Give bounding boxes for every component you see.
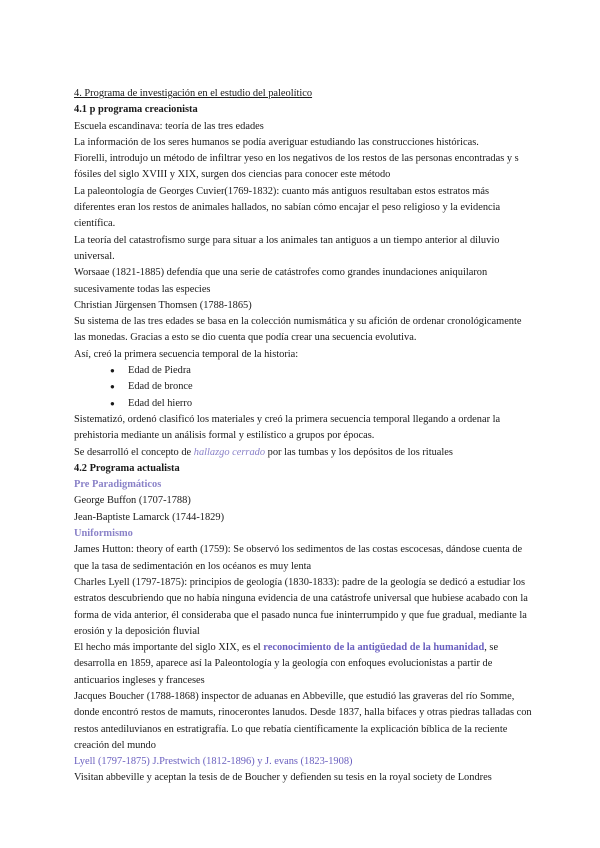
paragraph: Fiorelli, introdujo un método de infiltrar yeso en los negativos de los restos de las personas encontradas y s fósiles del siglo XVIII y XIX, surgen dos ciencias para conocer este método <box>74 153 519 181</box>
paragraph: Jacques Boucher (1788-1868) inspector de aduanas en Abbeville, que estudió las graveras del río Somme, donde encontró restos de mamuts, rinocerontes lanudos. Desde 1837, halla bifaces y otras piedras talladas con restos antediluvianos en estratigrafía. Lo que rebatía científicamente la explicación bíblica de la reciente creación del mundo <box>74 690 532 751</box>
text-run: Se desarrolló el concepto de <box>74 446 194 458</box>
paragraph: Escuela escandinava: teoría de las tres edades <box>74 120 264 132</box>
paragraph: Worsaae (1821-1885) defendía que una serie de catástrofes como grandes inundaciones aniquilaron sucesivamente todas las especies <box>74 267 488 295</box>
paragraph: Así, creó la primera secuencia temporal de la historia: <box>74 348 299 360</box>
paragraph: Jean-Baptiste Lamarck (1744-1829) <box>74 511 225 523</box>
paragraph: James Hutton: theory of earth (1759): Se observó los sedimentos de las costas escocesas, dándose cuenta de que la tasa de sedimentación en los océanos es muy lenta <box>74 544 523 572</box>
ages-list <box>74 363 532 412</box>
paragraph: La paleontología de Georges Cuvier(1769-1832): cuanto más antiguos resultaban estos estratos más diferentes eran los restos de animales hallados, no sabían cómo encajar el peso religioso y la evidencia científica. <box>74 185 501 230</box>
section-4-2-title: 4.2 Programa actualista <box>74 462 180 474</box>
paragraph-highlighted: Lyell (1797-1875) J.Prestwich (1812-1896) y J. evans (1823-1908) <box>74 756 353 768</box>
paragraph: Visitan abbeville y aceptan la tesis de de Boucher y defienden su tesis en la royal society de Londres <box>74 772 492 784</box>
paragraph: Charles Lyell (1797-1875): principios de geología (1830-1833): padre de la geología se dedicó a estudiar los estratos descubriendo que no había ninguna evidencia de una catástrofe universal que hubiese acabado con la forma de vida anterior, él consideraba que el pasado nunca fue ininterrumpido y que fue gradual, mediante la erosión y la deposición fluvial <box>74 576 528 637</box>
list-item: ● Edad de bronce <box>110 379 532 395</box>
section-4-1-title: 4.1 p programa creacionista <box>74 104 198 116</box>
paragraph <box>74 445 532 461</box>
paragraph <box>74 640 532 689</box>
subheading-uniformismo: Uniformismo <box>74 528 133 540</box>
paragraph: Su sistema de las tres edades se basa en la colección numismática y su afición de ordenar cronológicamente las monedas. Gracias a esto se dio cuenta que podía crear una secuencia evolutiva. <box>74 316 522 344</box>
paragraph: La información de los seres humanos se podía averiguar estudiando las construcciones históricas. <box>74 136 479 148</box>
highlighted-term: hallazgo cerrado <box>193 446 266 458</box>
paragraph: George Buffon (1707-1788) <box>74 495 191 507</box>
list-item: ● Edad del hierro <box>110 396 532 412</box>
document-heading: 4. Programa de investigación en el estudio del paleolítico <box>74 88 313 99</box>
paragraph: Christian Jürgensen Thomsen (1788-1865) <box>74 299 252 311</box>
paragraph: La teoría del catastrofismo surge para situar a los animales tan antiguos a un tiempo anterior al diluvio universal. <box>74 234 500 262</box>
text-run: , se desarrolla en 1859, aparece así la Paleontología y la geología con enfoques evolucionistas a partir de anticuarios ingleses y franceses <box>74 642 499 686</box>
text-run: por las tumbas y los depósitos de los rituales <box>265 446 453 458</box>
subheading-pre-paradigmaticos: Pre Paradigmáticos <box>74 479 162 491</box>
highlighted-term: reconocimiento de la antigüedad de la humanidad <box>263 642 485 654</box>
text-run: El hecho más importante del siglo XIX, es el <box>74 642 264 654</box>
paragraph: Sistematizó, ordenó clasificó los materiales y creó la primera secuencia temporal llegando a ordenar la prehistoria mediante un análisis formal y estilístico a grupos por épocas. <box>74 413 501 442</box>
list-item: ● Edad de Piedra <box>110 363 532 379</box>
